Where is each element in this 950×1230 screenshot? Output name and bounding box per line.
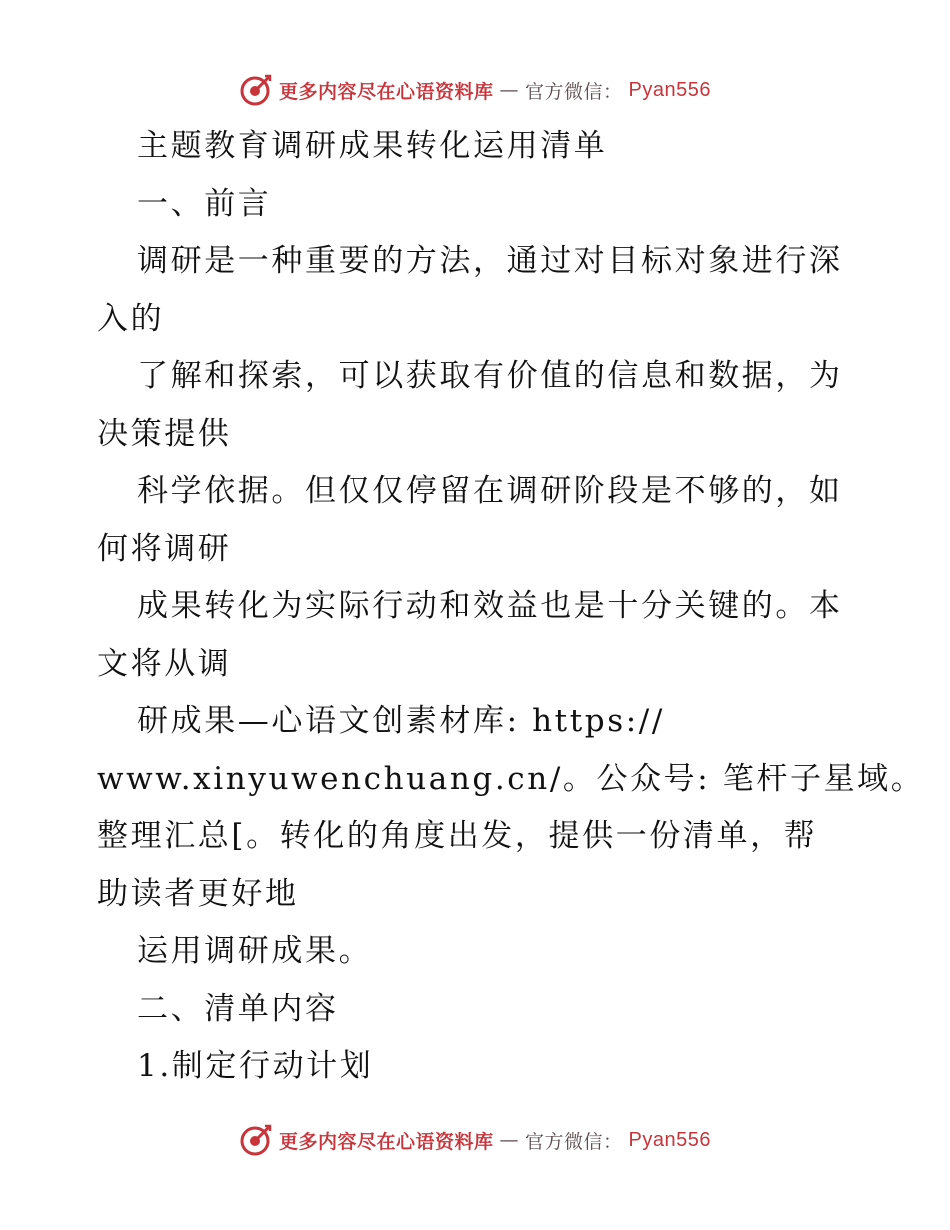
- banner-separator: —: [499, 1129, 520, 1151]
- text-line: 成果转化为实际行动和效益也是十分关键的。本: [137, 588, 843, 624]
- text-line: 1.制定行动计划: [137, 1048, 374, 1084]
- text-line: www.xinyuwenchuang.cn/。公众号: 笔杆子星域。: [97, 760, 925, 797]
- text-line: 决策提供: [97, 415, 232, 452]
- text-line: 整理汇总[。转化的角度出发，提供一份清单，帮: [97, 818, 818, 854]
- text-line: 了解和探索，可以获取有价值的信息和数据，为: [137, 358, 843, 394]
- text-line: 一、前言: [137, 185, 272, 222]
- text-line: 助读者更好地: [97, 875, 299, 912]
- logo-icon: [239, 73, 273, 107]
- banner-site-text: 更多内容尽在心语资料库: [279, 1130, 494, 1153]
- banner-separator: —: [499, 79, 520, 101]
- text-line: 何将调研: [97, 530, 232, 567]
- text-line: 二、清单内容: [137, 990, 339, 1027]
- text-line: 研成果—心语文创素材库: https://: [137, 703, 665, 739]
- banner-official-text: 官方微信：: [525, 80, 623, 103]
- banner-content: [239, 73, 711, 107]
- banner-handle: Pyan556: [628, 78, 711, 101]
- header-banner: [0, 70, 950, 110]
- logo-icon: [239, 1123, 273, 1157]
- banner-official-text: 官方微信：: [525, 1130, 623, 1153]
- text-line: 科学依据。但仅仅停留在调研阶段是不够的，如: [137, 473, 843, 509]
- text-line: 入的: [97, 300, 165, 337]
- banner-content: [239, 1123, 711, 1157]
- text-line: 运用调研成果。: [137, 933, 373, 969]
- banner-handle: Pyan556: [628, 1128, 711, 1151]
- text-line: 主题教育调研成果转化运用清单: [137, 128, 608, 164]
- document-body: [97, 118, 925, 1096]
- footer-banner: [0, 1120, 950, 1160]
- banner-site-text: 更多内容尽在心语资料库: [279, 80, 494, 103]
- text-line: 文将从调: [97, 645, 232, 682]
- text-line: 调研是一种重要的方法，通过对目标对象进行深: [137, 243, 843, 279]
